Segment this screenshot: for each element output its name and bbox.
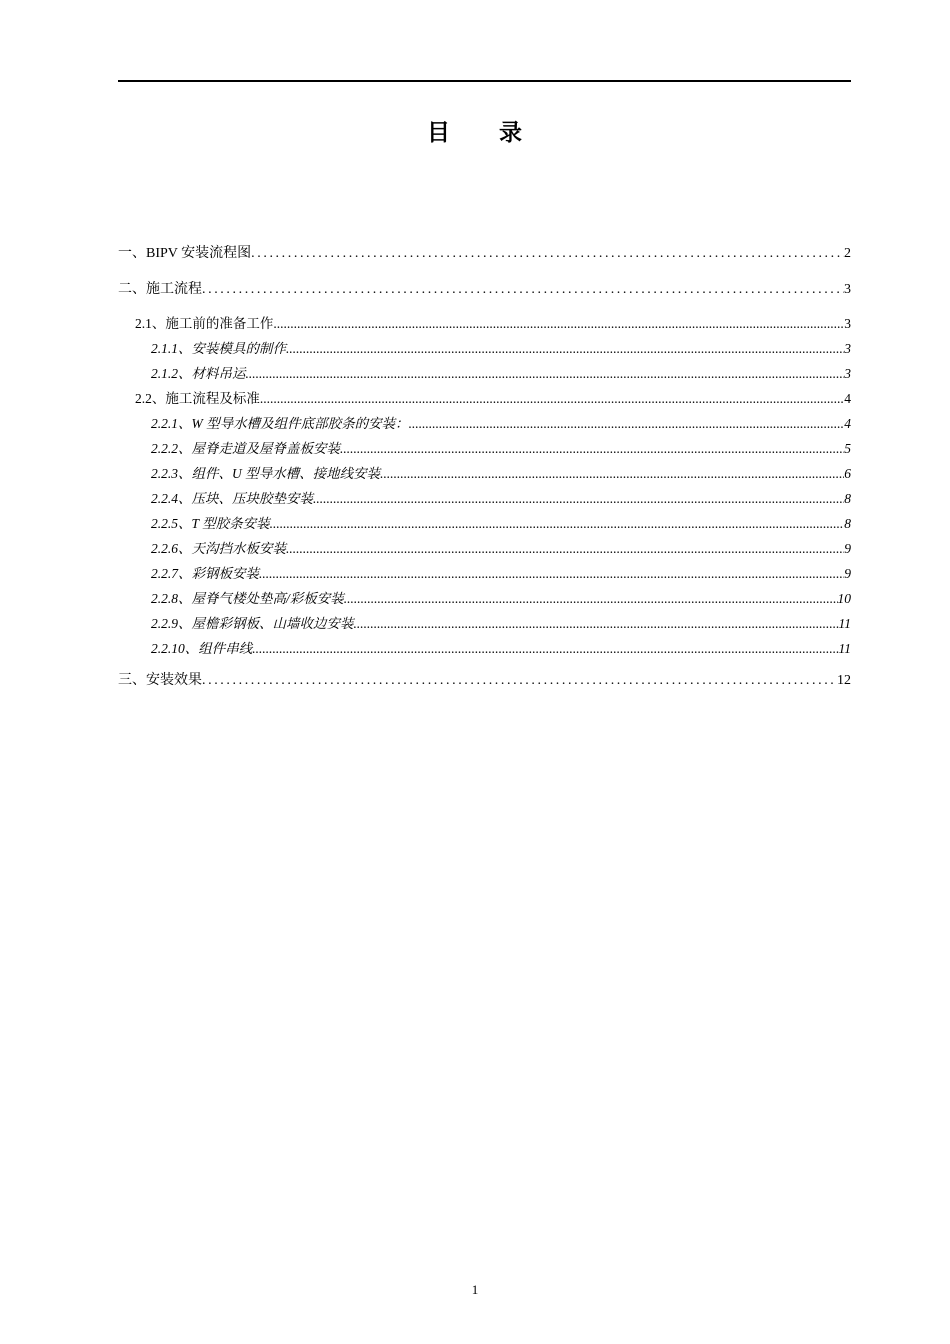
toc-entry[interactable]	[118, 314, 851, 334]
toc-entry[interactable]	[118, 489, 851, 509]
toc-entry-page: 8	[844, 516, 851, 531]
toc-entry[interactable]	[118, 564, 851, 584]
toc-entry-label: 2.2.8、屋脊气楼处垫高/彩板安装	[151, 591, 344, 606]
toc-entry-label: 2.2.6、天沟挡水板安装	[151, 541, 286, 556]
toc-entry-label: 2.2.9、屋檐彩钢板、山墙收边安装	[151, 616, 354, 631]
toc-leader	[340, 439, 844, 459]
toc-leader	[313, 489, 844, 509]
toc-entry[interactable]	[118, 339, 851, 359]
page-number: 1	[471, 1282, 479, 1297]
toc-leader	[409, 414, 845, 434]
toc-entry-page: 2	[844, 246, 851, 261]
toc-leader	[251, 244, 844, 264]
toc-entry[interactable]	[118, 671, 851, 691]
toc-entry-page: 9	[844, 541, 851, 556]
toc-leader	[270, 514, 845, 534]
toc-entry[interactable]	[118, 280, 851, 300]
toc-entry-label: 2.2.4、压块、压块胶垫安装	[151, 491, 313, 506]
toc-entry-page: 3	[844, 316, 851, 331]
toc-leader	[354, 614, 839, 634]
toc-entry-page: 3	[844, 341, 851, 356]
toc-entry-page: 3	[844, 366, 851, 381]
toc-leader	[286, 539, 844, 559]
toc-entry-label: 2.2.5、T 型胶条安装	[151, 516, 270, 531]
header-rule	[118, 80, 851, 82]
toc-entry[interactable]	[118, 614, 851, 634]
toc-entry-page: 10	[837, 591, 851, 606]
toc-entry-label: 2.2.3、组件、U 型导水槽、接地线安装	[151, 466, 381, 481]
toc-entry[interactable]	[118, 639, 851, 659]
toc-entry-label: 2.2.7、彩钢板安装	[151, 566, 259, 581]
toc-entry-label: 2.1、施工前的准备工作	[135, 316, 274, 331]
toc-leader	[259, 564, 844, 584]
toc-entry[interactable]	[118, 439, 851, 459]
toc-leader	[202, 280, 844, 300]
toc-entry-label: 一、BIPV 安装流程图	[118, 246, 252, 261]
toc-entry-label: 2.1.1、安装模具的制作	[151, 341, 286, 356]
toc-entry-page: 11	[838, 641, 851, 656]
toc-entry-label: 2.2.2、屋脊走道及屋脊盖板安装	[151, 441, 340, 456]
toc-entry[interactable]	[118, 364, 851, 384]
toc-entry-page: 4	[844, 416, 851, 431]
toc-entry-label: 二、施工流程	[118, 282, 202, 297]
table-of-contents	[118, 244, 851, 691]
toc-entry-label: 2.2.10、组件串线	[151, 641, 253, 656]
toc-entry-page: 3	[844, 282, 851, 297]
toc-entry[interactable]	[118, 414, 851, 434]
toc-leader	[380, 464, 844, 484]
toc-entry[interactable]	[118, 539, 851, 559]
toc-entry-page: 11	[838, 616, 851, 631]
toc-title: 目 录	[427, 120, 523, 146]
toc-entry-label: 2.2.1、W 型导水槽及组件底部胶条的安装：	[151, 416, 409, 431]
toc-entry-page: 4	[844, 391, 851, 406]
toc-entry-page: 6	[844, 466, 851, 481]
toc-entry[interactable]	[118, 389, 851, 409]
toc-leader	[246, 364, 845, 384]
toc-entry-page: 12	[837, 673, 851, 688]
toc-entry-label: 2.1.2、材料吊运	[151, 366, 246, 381]
toc-leader	[202, 671, 837, 691]
toc-entry-page: 8	[844, 491, 851, 506]
toc-leader	[252, 639, 838, 659]
toc-entry[interactable]	[118, 244, 851, 264]
toc-leader	[260, 389, 844, 409]
toc-entry-page: 9	[844, 566, 851, 581]
toc-entry-label: 三、安装效果	[118, 673, 202, 688]
toc-entry-label: 2.2、施工流程及标准	[135, 391, 260, 406]
toc-entry[interactable]	[118, 589, 851, 609]
toc-entry-page: 5	[844, 441, 851, 456]
toc-leader	[273, 314, 844, 334]
toc-leader	[344, 589, 838, 609]
toc-leader	[286, 339, 844, 359]
toc-entry[interactable]	[118, 514, 851, 534]
toc-entry[interactable]	[118, 464, 851, 484]
